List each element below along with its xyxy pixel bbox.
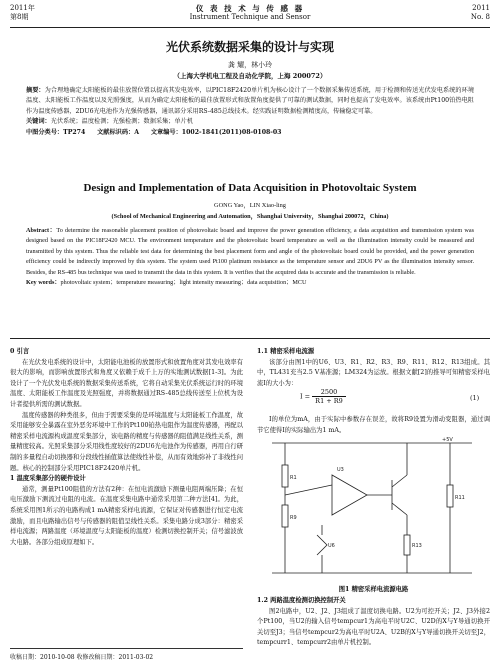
resistor-r13	[404, 535, 410, 555]
svg-text:R13: R13	[412, 543, 422, 549]
resistor-r11	[447, 485, 453, 507]
svg-text:+5V: +5V	[442, 437, 453, 443]
svg-text:U6: U6	[328, 543, 335, 549]
equation-number: (1)	[470, 394, 480, 402]
resistor-r1	[282, 465, 288, 487]
running-header	[10, 4, 490, 26]
paragraph: 在光伏发电系统的设计中，太阳能电池板的放置形式和放置角度对其发电效率有很大的影响，而影响放置形式和角度又依赖于成千上万的实地测试数据[1-3]。为此设计了一个光伏发电系统的数据采集传送系统，它将自动采集光伏系统运行时的环境温度、太阳能板工作温度及光照强度，并将数据通过RS-485总线传送至上位机为设计者提供所需的测试数据。	[10, 358, 243, 408]
clc-number: 中图分类号：TP274	[26, 128, 86, 136]
resistor-r9	[282, 505, 288, 527]
abstract-en	[26, 226, 474, 288]
section-heading-temperature: 1 温度采集部分的硬件设计	[10, 475, 86, 483]
keywords-label-en: Key words：	[26, 279, 61, 287]
paragraph: 图2电路中，U2、J2、J3组成了温度切换电路。U2为可控开关；J2、J3外接2个Pt100，当U2的输入信号tempcur1为高电平时U2C、U2D的X与Y导通切换开关切至J3；当信号tempcur2为高电平时U2A、U2B的X与Y导通切换开关切至J2，tempcurr1、tempcurr2由单片机控制。	[257, 607, 490, 647]
transistor	[392, 475, 407, 515]
paragraph: 通常，测量Pt100阻值的方法有2种：在恒电流激励下测量电阻两端压降；在恒电压激励下测流过电阻的电流。在温度采集电路中通常采用第二种方法[4]。为此，系统采用图1所示的电路构成1 mA精密采样电流源，它保证对传感器进行恒定电流激励，而且电路输出信号与传感器的阻值呈线性关系。采集电路分成3部分：精密采样电流源；两路温度（环境温度与太阳能板的温度）检测切换控制开关；信号滤波放大电路。各部分组成原理如下。	[10, 485, 243, 546]
formula-lhs: I =	[300, 392, 311, 401]
affiliation-en: (School of Mechanical Engineering and Automation，Shanghai University，Shanghai 200072，China)	[111, 213, 389, 220]
footnote: 收稿日期：2010-10-08 收修改稿日期：2011-03-02	[10, 648, 243, 661]
document-code: 文献标识码：A	[97, 128, 140, 136]
paragraph: 该部分由图1中的U6、U3、R1、R2、R3、R9、R11、R12、R13组成。其中，TL431充当2.5 V基准源；LM324为运放。根据文献[2]的推导可知精密采样电流I的大小为：	[257, 358, 490, 387]
svg-text:R9: R9	[290, 515, 297, 521]
header-year-right: 2011	[472, 4, 490, 12]
paragraph: I的单位为mA，由于实际中参数存在误差，故将R9设置为滑动变阻器，通过调节它使得I的实际输出为1 mA。	[257, 416, 490, 434]
right-column-lower	[257, 596, 490, 649]
abstract-text-cn: 为合理地确定太阳能板的最佳放置位置以提高其发电效率，以PIC18F2420单片机为核心设计了一个数据采集传送系统，用于检测和传送光伏发电系统的环境温度、太阳能板工作温度以及光照强度，从而为确定太阳能板的最佳放置形式和放置角度提供了可靠的测试数据，同时也提高了发电效率。该系统由Pt100铂热电阻作为温度传感器，2DU6光电池作为光强传感器，通讯部分采用RS-485总线技术。经实践证明数据检测精度高，传输稳定可靠。	[26, 87, 475, 115]
svg-text:U3: U3	[337, 467, 344, 473]
article-number: 文章编号：1002-1841(2011)08-0108-03	[150, 128, 282, 136]
opamp-u3	[332, 475, 367, 515]
svg-text:R11: R11	[455, 495, 465, 501]
header-issue-right: No. 8	[470, 13, 490, 21]
left-column	[10, 347, 243, 548]
formula-denominator: R1 + R9	[315, 397, 343, 405]
tl431-reference	[317, 535, 327, 555]
abstract-cn	[26, 86, 474, 138]
affiliation-cn: （上海大学机电工程及自动化学院，上海 200072）	[173, 72, 327, 80]
abstract-rule	[10, 338, 490, 339]
header-year: 2011年	[10, 4, 35, 12]
subsection-heading-current-source: 1.1 精密采样电流源	[257, 348, 315, 355]
paragraph: 温度传感器的种类很多，但由于需要采集的是环境温度与太阳能板工作温度，故采用能够安全暴露在室外恶劣环境中工作的Pt100铂热电阻作为温度传感器，再配以精密采样电流源构成温度采集部分，该电路的精度与传感器的阻值满足线性关系，测量精度较高。光照采集部分采用线性度较好的2DU6光电池作为传感器，再用自行研制的多量程自动切换器和分段线性插值算法使线性补偿，从而有效地弥补了非线性问题。核心的控制部分采用PIC18F2420单片机。	[10, 411, 243, 472]
keywords-en: photovoltaic system；temperature measuring；light intensity measuring；data acquisition；MCU	[60, 279, 307, 287]
formula-spacer	[257, 389, 490, 415]
abstract-label-cn: 摘要：	[26, 87, 45, 94]
formula-numerator: 2500	[312, 388, 346, 397]
formula-fraction	[312, 388, 346, 405]
right-column	[257, 347, 490, 437]
header-right	[471, 4, 490, 22]
header-issue: 第8期	[10, 13, 29, 21]
figure-caption: 图1 精密采样电流源电路	[338, 586, 409, 593]
authors-en: GONG Yao，LIN Xiao-ling	[214, 202, 286, 209]
abstract-text-en: To determine the reasonable placement position of photovoltaic board and improve the power generation efficiency, a data acquisition and transmission system was designed based on the PIC18F2420 MCU. The environment temperature and the photovoltaic board temperature as well as the illumination intensity could be measured and transmitted by this system. Thus the reliable test data for determining the best placement form and angle of the photovoltaic board could be provided, and the power generation efficiency could be indirectly improved by this system. The system used Pt100 platinum resistance as the temperature sensor and 2DU6 PV as the illumination intensity sensor. Besides, the RS-485 bus technique was used to transmit the data in this system. It is verifies that the acquired data is accurate and the transmission is reliable.	[26, 227, 474, 276]
equation-1	[300, 388, 480, 405]
keywords-cn: 光伏系统；温度检测；光强检测；数据采集；单片机	[50, 118, 194, 126]
header-center	[10, 4, 490, 22]
section-heading-intro: 0 引言	[10, 348, 30, 355]
abstract-label-en: Abstract：	[26, 227, 57, 234]
journal-name-cn: 仪 表 技 术 与 传 感 器	[195, 4, 305, 13]
svg-text:R1: R1	[290, 475, 297, 481]
keywords-label-cn: 关键词：	[26, 118, 51, 126]
paper-title-en: Design and Implementation of Data Acquisition in Photovoltaic System	[83, 182, 417, 194]
subsection-heading-switch: 1.2 两路温度检测切换控制开关	[257, 597, 346, 604]
header-rule	[10, 27, 490, 28]
journal-name-en: Instrument Technique and Sensor	[189, 13, 311, 21]
circuit-diagram-figure	[262, 435, 488, 582]
authors-cn: 龚 耀，林小玲	[227, 61, 273, 69]
paper-title-cn: 光伏系统数据采集的设计与实现	[165, 40, 334, 54]
